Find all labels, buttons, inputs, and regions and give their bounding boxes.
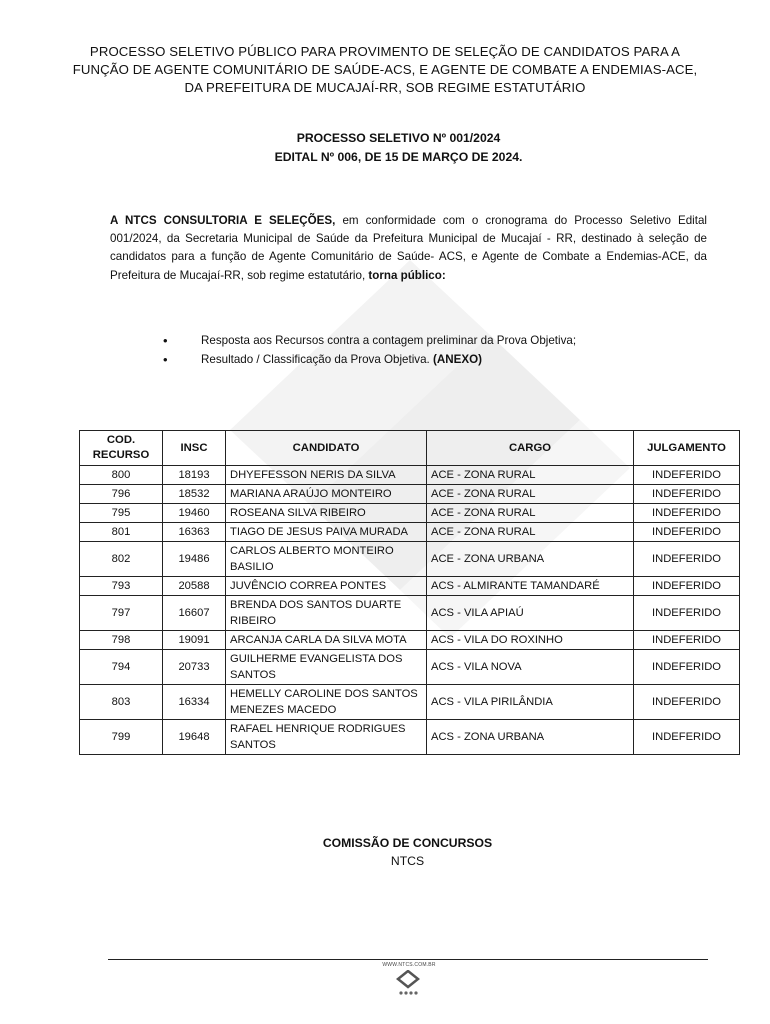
cell-candidato: RAFAEL HENRIQUE RODRIGUES SANTOS — [226, 720, 427, 755]
company-name: A NTCS CONSULTORIA E SELEÇÕES, — [110, 214, 336, 227]
header-line-3: DA PREFEITURA DE MUCAJAÍ-RR, SOB REGIME ESTATUTÁRIO — [184, 80, 586, 95]
signature-block — [0, 834, 770, 870]
ntcs-logo-icon — [396, 970, 420, 996]
cell-cod: 801 — [80, 523, 163, 542]
cell-cargo: ACE - ZONA URBANA — [427, 542, 634, 577]
cell-cod: 803 — [80, 685, 163, 720]
cell-insc: 19486 — [163, 542, 226, 577]
commission-org: NTCS — [390, 854, 425, 868]
cell-insc: 18193 — [163, 466, 226, 485]
cell-cargo: ACE - ZONA RURAL — [427, 504, 634, 523]
table-row — [80, 596, 740, 631]
commission-title: COMISSÃO DE CONCURSOS — [322, 836, 493, 850]
footer-url: WWW.NTCS.COM.BR — [382, 962, 436, 968]
cell-cargo: ACS - ALMIRANTE TAMANDARÉ — [427, 577, 634, 596]
table-body — [80, 466, 740, 755]
column-header-insc: INSC — [163, 431, 226, 466]
table-row — [80, 504, 740, 523]
footer-divider — [108, 959, 708, 960]
bullet-text-2: Resultado / Classificação da Prova Objetiva. — [201, 352, 433, 366]
cell-candidato: DHYEFESSON NERIS DA SILVA — [226, 466, 427, 485]
cell-julgamento: INDEFERIDO — [634, 542, 740, 577]
cell-julgamento: INDEFERIDO — [634, 485, 740, 504]
cell-cod: 796 — [80, 485, 163, 504]
column-header-julgamento: JULGAMENTO — [634, 431, 740, 466]
edital-number: EDITAL Nº 006, DE 15 DE MARÇO DE 2024. — [274, 150, 523, 164]
cell-cod: 798 — [80, 631, 163, 650]
table-row — [80, 650, 740, 685]
cell-cargo: ACE - ZONA RURAL — [427, 523, 634, 542]
cell-candidato: GUILHERME EVANGELISTA DOS SANTOS — [226, 650, 427, 685]
cell-cod: 794 — [80, 650, 163, 685]
cell-julgamento: INDEFERIDO — [634, 466, 740, 485]
cell-insc: 16334 — [163, 685, 226, 720]
cell-candidato: CARLOS ALBERTO MONTEIRO BASILIO — [226, 542, 427, 577]
cell-julgamento: INDEFERIDO — [634, 685, 740, 720]
document-header — [60, 43, 710, 97]
cell-cargo: ACS - VILA DO ROXINHO — [427, 631, 634, 650]
bullet-text-1: Resposta aos Recursos contra a contagem preliminar da Prova Objetiva; — [201, 334, 577, 347]
table-row — [80, 485, 740, 504]
cell-julgamento: INDEFERIDO — [634, 504, 740, 523]
cell-julgamento: INDEFERIDO — [634, 631, 740, 650]
header-line-1: PROCESSO SELETIVO PÚBLICO PARA PROVIMENTO DE SELEÇÃO DE CANDIDATOS PARA A — [89, 44, 681, 59]
cell-candidato: ARCANJA CARLA DA SILVA MOTA — [226, 631, 427, 650]
table-row — [80, 577, 740, 596]
cell-julgamento: INDEFERIDO — [634, 596, 740, 631]
cell-candidato: HEMELLY CAROLINE DOS SANTOS MENEZES MACEDO — [226, 685, 427, 720]
cell-insc: 18532 — [163, 485, 226, 504]
announcement-list — [163, 332, 576, 369]
cell-julgamento: INDEFERIDO — [634, 577, 740, 596]
table-header-row — [80, 431, 740, 466]
cell-cod: 799 — [80, 720, 163, 755]
cell-insc: 20733 — [163, 650, 226, 685]
table-row — [80, 720, 740, 755]
column-header-cod: COD. RECURSO — [80, 431, 163, 466]
intro-paragraph — [110, 212, 707, 285]
results-table — [79, 430, 740, 755]
header-line-2: FUNÇÃO DE AGENTE COMUNITÁRIO DE SAÚDE-ACS, E AGENTE DE COMBATE A ENDEMIAS-ACE, — [72, 62, 698, 77]
intro-body: em conformidade com o cronograma do Processo Seletivo Edital 001/2024, da Secretaria Municipal de Saúde da Prefeitura Municipal de Mucajaí - RR, destinado à seleção de candidatos para a função de Agente Comunitário de Saúde- ACS, e Agente de Combate a Endemias-ACE, da Prefeitura de Mucajaí-RR, sob regime estatutário, — [110, 214, 707, 282]
column-header-cargo: CARGO — [427, 431, 634, 466]
cell-cod: 793 — [80, 577, 163, 596]
cell-cod: 802 — [80, 542, 163, 577]
cell-candidato: BRENDA DOS SANTOS DUARTE RIBEIRO — [226, 596, 427, 631]
table-row — [80, 542, 740, 577]
cell-cargo: ACS - VILA APIAÚ — [427, 596, 634, 631]
intro-closing: torna público: — [368, 268, 446, 282]
cell-julgamento: INDEFERIDO — [634, 523, 740, 542]
table-row — [80, 523, 740, 542]
cell-insc: 20588 — [163, 577, 226, 596]
list-item — [163, 351, 576, 370]
table-row — [80, 631, 740, 650]
cell-candidato: MARIANA ARAÚJO MONTEIRO — [226, 485, 427, 504]
cell-cargo: ACS - ZONA URBANA — [427, 720, 634, 755]
cell-insc: 19648 — [163, 720, 226, 755]
cell-cargo: ACE - ZONA RURAL — [427, 485, 634, 504]
cell-insc: 16363 — [163, 523, 226, 542]
cell-cargo: ACE - ZONA RURAL — [427, 466, 634, 485]
cell-candidato: TIAGO DE JESUS PAIVA MURADA — [226, 523, 427, 542]
cell-insc: 16607 — [163, 596, 226, 631]
cell-insc: 19460 — [163, 504, 226, 523]
process-number: PROCESSO SELETIVO Nº 001/2024 — [296, 131, 501, 145]
cell-candidato: ROSEANA SILVA RIBEIRO — [226, 504, 427, 523]
cell-insc: 19091 — [163, 631, 226, 650]
cell-candidato: JUVÊNCIO CORREA PONTES — [226, 577, 427, 596]
table-row — [80, 685, 740, 720]
cell-cod: 797 — [80, 596, 163, 631]
list-item — [163, 332, 576, 351]
cell-cargo: ACS - VILA NOVA — [427, 650, 634, 685]
annex-label: (ANEXO) — [433, 352, 482, 366]
column-header-candidato: CANDIDATO — [226, 431, 427, 466]
edital-title — [60, 129, 737, 167]
cell-cod: 800 — [80, 466, 163, 485]
cell-julgamento: INDEFERIDO — [634, 650, 740, 685]
cell-cargo: ACS - VILA PIRILÂNDIA — [427, 685, 634, 720]
table-row — [80, 466, 740, 485]
cell-cod: 795 — [80, 504, 163, 523]
cell-julgamento: INDEFERIDO — [634, 720, 740, 755]
